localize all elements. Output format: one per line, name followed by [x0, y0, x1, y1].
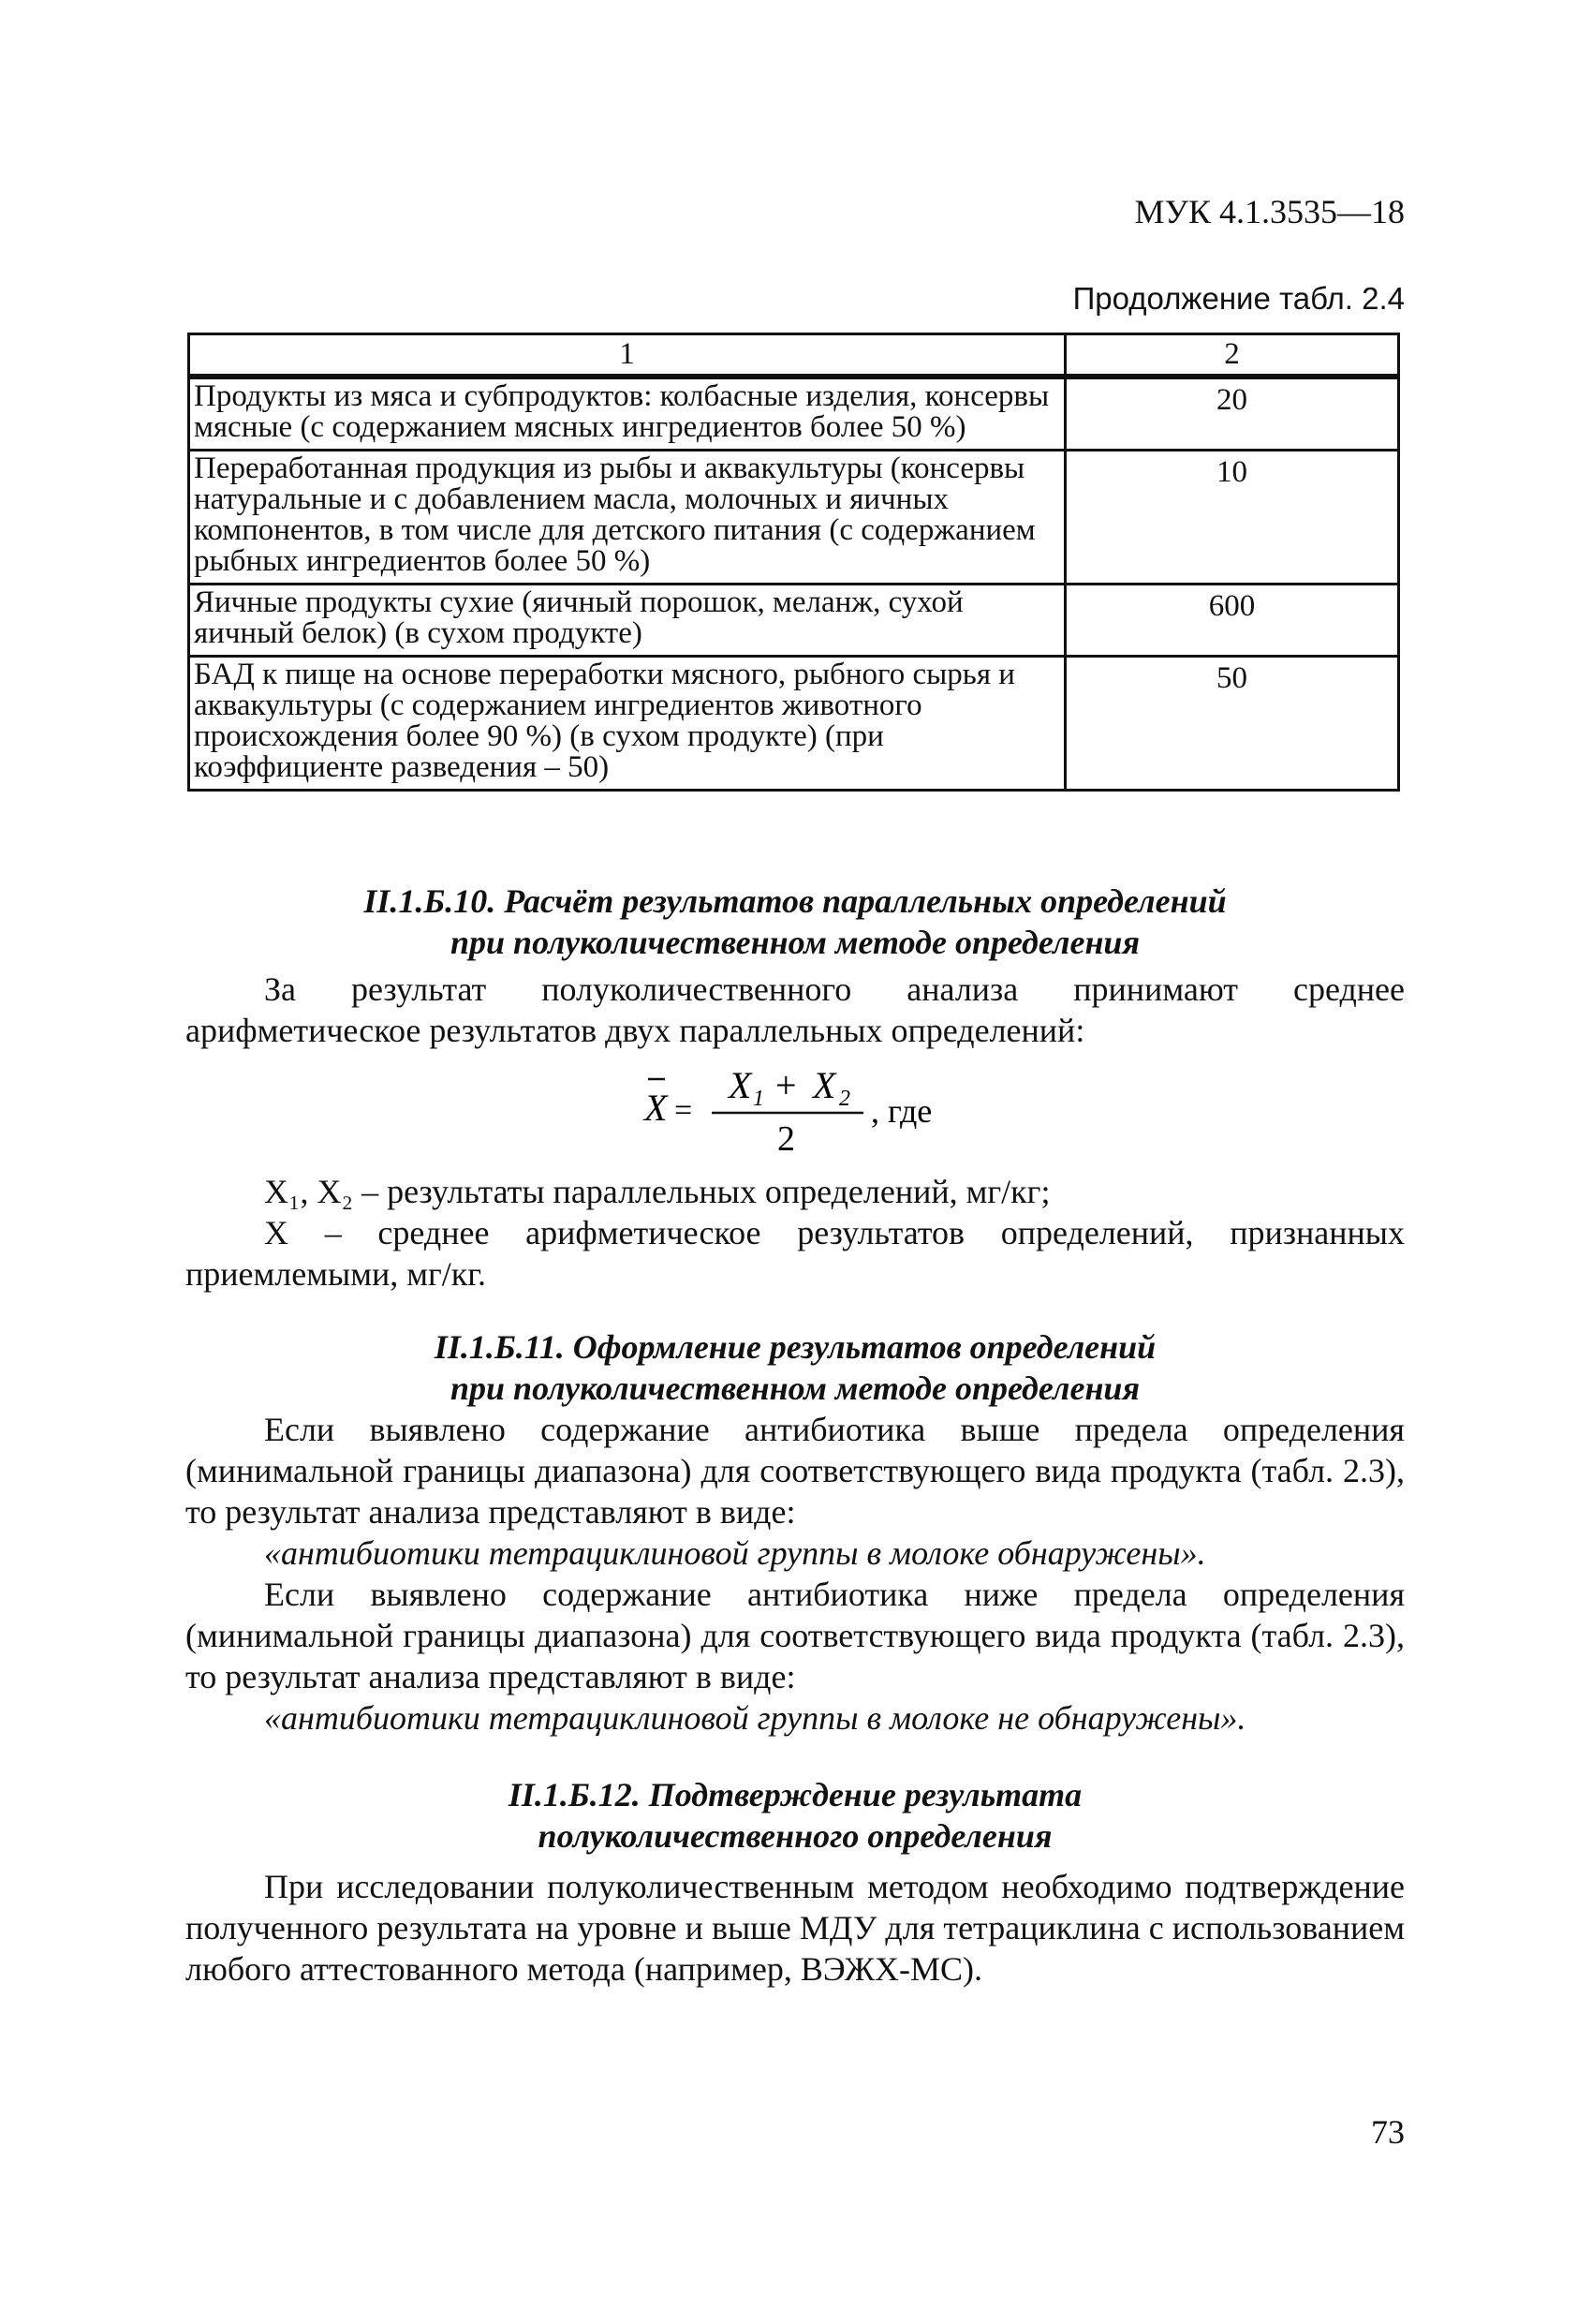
formula-x1: X: [729, 1064, 752, 1106]
product-cell: Яичные продукты сухие (яичный порошок, меланж, сухой яичный белок) (в сухом продукте): [189, 585, 1066, 657]
product-cell: БАД к пище на основе переработки мясного, рыбного сырья и аквакультуры (с содержанием ингредиентов животного происхождения более 90 %) (в сухом продукте) (при коэффициенте разведения – 50): [189, 657, 1066, 791]
section-10-definitions: [185, 1171, 1405, 1295]
formula-tail: , где: [871, 1092, 933, 1130]
formula-eq: =: [674, 1093, 693, 1128]
col-header-1: 1: [189, 334, 1066, 377]
formula-lhs: X: [644, 1087, 668, 1129]
definition-x1-x2: X₁, X₂ – результаты параллельных определений, мг/кг;: [264, 1173, 1051, 1210]
section-11: [185, 1326, 1405, 1739]
section-12: [185, 1774, 1405, 1990]
section-11-heading-line2: при полуколичественном методе определения: [450, 1369, 1140, 1407]
product-cell: Продукты из мяса и субпродуктов: колбасные изделия, консервы мясные (с содержанием мясных ингредиентов более 50 %): [189, 377, 1066, 451]
section-11-quote-1: «антибиотики тетрациклиновой группы в молоке обнаружены».: [264, 1534, 1206, 1572]
section-10-paragraph: За результат полуколичественного анализа принимают среднее арифметическое результатов двух параллельных определений:: [185, 970, 1405, 1049]
definition-x-mean: X – среднее арифметическое результатов определений, признанных приемлемыми, мг/кг.: [185, 1214, 1405, 1293]
section-10-heading-line2: при полуколичественном методе определения: [450, 924, 1140, 961]
table-row: [189, 585, 1399, 657]
section-11-quote-2: «антибиотики тетрациклиновой группы в молоке не обнаружены».: [264, 1699, 1246, 1737]
section-11-heading-line1: II.1.Б.11. Оформление результатов определений: [434, 1328, 1157, 1366]
value-cell: 20: [1066, 377, 1399, 451]
formula-denominator: 2: [777, 1119, 795, 1158]
page-number: 73: [1371, 2113, 1405, 2151]
limits-table: [187, 333, 1400, 792]
table-row: [189, 451, 1399, 585]
table-row: [189, 377, 1399, 451]
formula-sub1: 1: [753, 1087, 764, 1111]
table-caption: Продолжение табл. 2.4: [1072, 281, 1405, 316]
section-10-heading-line1: II.1.Б.10. Расчёт результатов параллельных определений: [363, 882, 1227, 920]
section-11-paragraph-1: Если выявлено содержание антибиотика выше предела определения (минимальной границы диапазона) для соответствующего вида продукта (табл. 2.3), то результат анализа представляют в виде:: [185, 1411, 1405, 1531]
formula-x2: X: [813, 1064, 836, 1106]
table-row: [189, 657, 1399, 791]
section-12-heading-line2: полуколичественного определения: [538, 1817, 1053, 1855]
doc-code: МУК 4.1.3535—18: [1134, 193, 1405, 230]
formula-sub2: 2: [839, 1087, 850, 1111]
formula-plus: +: [775, 1064, 797, 1106]
section-12-paragraph: При исследовании полуколичественным методом необходимо подтверждение полученного результата на уровне и выше МДУ для тетрациклина с использованием любого аттестованного метода (например, ВЭЖХ-МС).: [185, 1868, 1405, 1988]
section-10: [185, 881, 1405, 1051]
value-cell: 10: [1066, 451, 1399, 585]
value-cell: 600: [1066, 585, 1399, 657]
col-header-2: 2: [1066, 334, 1399, 377]
table-header-row: [189, 334, 1399, 377]
mean-formula: [618, 1064, 1011, 1158]
value-cell: 50: [1066, 657, 1399, 791]
product-cell: Переработанная продукция из рыбы и аквакультуры (консервы натуральные и с добавлением масла, молочных и яичных компонентов, в том числе для детского питания (с содержанием рыбных ингредиентов более 50 %): [189, 451, 1066, 585]
section-12-heading-line1: II.1.Б.12. Подтверждение результата: [508, 1776, 1083, 1813]
section-11-paragraph-2: Если выявлено содержание антибиотика ниже предела определения (минимальной границы диапазона) для соответствующего вида продукта (табл. 2.3), то результат анализа представляют в виде:: [185, 1576, 1405, 1695]
